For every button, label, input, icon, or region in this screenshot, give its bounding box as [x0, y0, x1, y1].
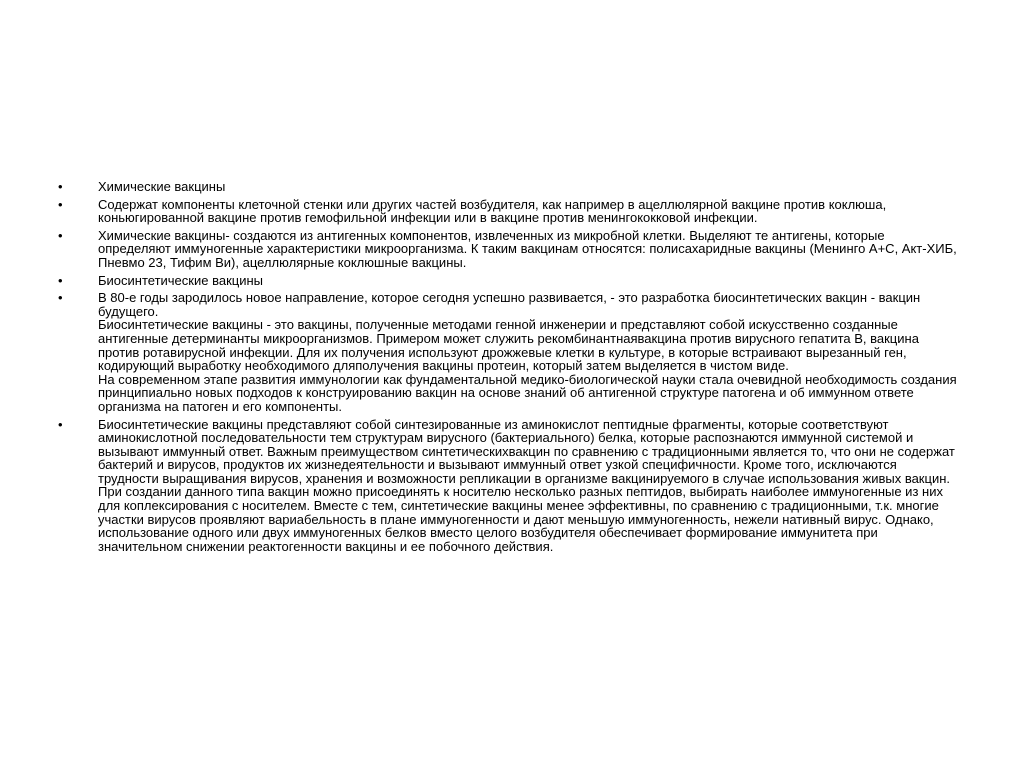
bullet-text: [98, 274, 958, 288]
bullet-paragraph: Содержат компоненты клеточной стенки или других частей возбудителя, как например в ацеллюлярной вакцине против коклюша, коньюгированной вакцине против гемофильной инфекции или в вакцине против менингококковой инфекции.: [98, 196, 887, 226]
bullet-paragraph: Биосинтетические вакцины представляют собой синтезированные из аминокислот пептидные фрагменты, которые соответствуют аминокислотной последовательности тем структурам вирусного (бактериального) белка, которые распознаются иммунной системой и вызывают иммунный ответ. Важным преимуществом синтетическихвакцин по сравнению с традиционными является то, что они не содержат бактерий и вирусов, продуктов их жизнедеятельности и вызывают иммунный ответ узкой специфичности. Кроме того, исключаются трудности выращивания вирусов, хранения и возможности репликации в организме вакцинируемого в случае использования живых вакцин. При создании данного типа вакцин можно присоединять к носителю несколько разных пептидов, выбирать наиболее иммуногенные из них для коплексирования с носителем. Вместе с тем, синтетические вакцины менее эффективны, по сравнению с традиционными, т.к. многие участки вирусов проявляют вариабельность в плане иммуногенности и дают меньшую иммуногенность, нежели нативный вирус. Однако, использование одного или двух иммуногенных белков вместо целого возбудителя обеспечивает формирование иммунитета при значительном снижении реактогенности вакцины и ее побочного действия.: [98, 416, 955, 554]
bullet-dot-icon: •: [58, 272, 63, 288]
bullet-paragraph: Биосинтетические вакцины: [98, 272, 263, 288]
bullet-text: [98, 291, 958, 413]
bullet-paragraph: В 80-е годы зародилось новое направление, которое сегодня успешно развивается, - это разработка биосинтетических вакцин - вакцин будущего.: [98, 290, 921, 319]
bullet-dot-icon: •: [58, 227, 63, 243]
bullet-dot-icon: •: [58, 179, 63, 194]
bullet-dot-icon: •: [58, 290, 63, 306]
bullet-paragraph: На современном этапе развития иммунологии как фундаментальной медико-биологической науки стала очевидной необходимость создания принципиально новых подходов к конструированию вакцин на основе знаний об антигенной структуре патогена и об иммунном ответе организма на патоген и его компоненты.: [98, 371, 957, 414]
bullet-text: [98, 180, 958, 194]
bullet-text: [98, 229, 958, 270]
bullet-text: [98, 418, 958, 554]
bullet-item: [58, 180, 958, 194]
bullet-paragraph: Химические вакцины: [98, 179, 226, 194]
bullet-item: [58, 418, 958, 554]
bullet-item: [58, 274, 958, 288]
bullet-list: [58, 180, 958, 557]
bullet-paragraph: Биосинтетические вакцины - это вакцины, полученные методами генной инженерии и представляют собой искусственно созданные антигенные детерминанты микроорганизмов. Примером может служить рекомбинантнаявакцина против вирусного гепатита В, вакцина против ротавирусной инфекции. Для их получения используют дрожжевые клетки в культуре, в которые встраивают вырезанный ген, кодирующий выработку необходимого дляполучения вакцины протеин, который затем выделяется в чистом виде.: [98, 317, 919, 374]
bullet-item: [58, 229, 958, 270]
bullet-dot-icon: •: [58, 196, 63, 212]
bullet-dot-icon: •: [58, 416, 63, 432]
bullet-item: [58, 291, 958, 413]
bullet-paragraph: Химические вакцины- создаются из антигенных компонентов, извлеченных из микробной клетки. Выделяют те антигены, которые определяют иммуногенные характеристики микроорганизма. К таким вакцинам относятся: полисахаридные вакцины (Менинго А+С, Акт-ХИБ, Пневмо 23, Тифим Ви), ацеллюлярные коклюшные вакцины.: [98, 227, 957, 270]
bullet-text: [98, 198, 958, 225]
bullet-item: [58, 198, 958, 225]
